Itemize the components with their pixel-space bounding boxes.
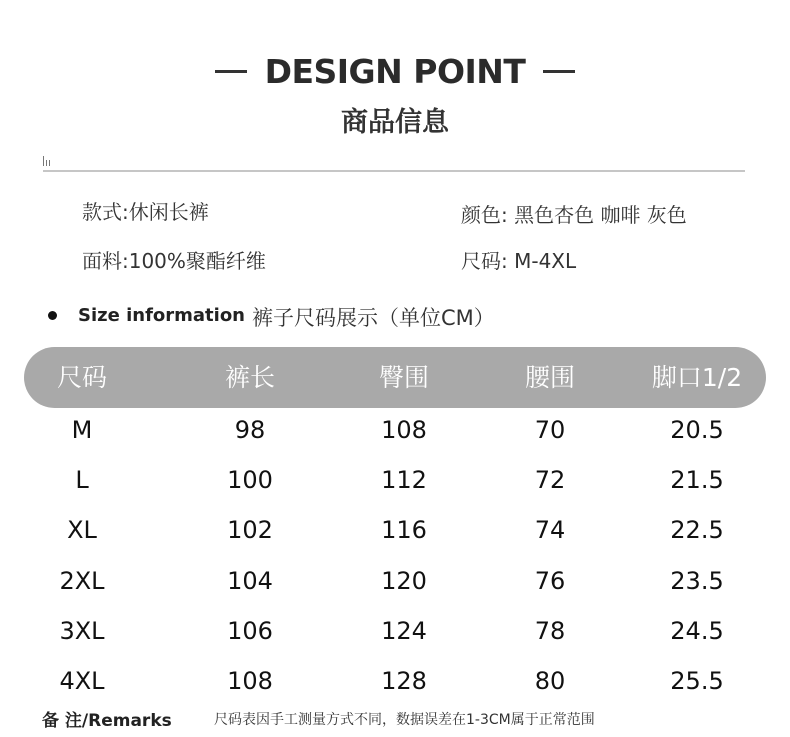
table-header-cell: 腰围 (524, 363, 576, 392)
table-cell: 72 (534, 466, 566, 494)
table-cell: 76 (534, 567, 566, 595)
table-cell: 112 (381, 466, 427, 494)
title-left-dash (215, 70, 247, 73)
table-header-cell: 裤长 (224, 363, 276, 392)
bullet-icon (48, 311, 57, 320)
table-cell: 128 (381, 667, 427, 695)
table-row-size: M (71, 416, 93, 444)
ruler-mark-icon (43, 156, 50, 166)
table-cell: 108 (381, 416, 427, 444)
table-header-cell: 尺码 (56, 363, 108, 392)
table-cell: 124 (381, 617, 427, 645)
table-row-size: 4XL (59, 667, 105, 695)
title-right-dash (543, 70, 575, 73)
table-cell: 98 (234, 416, 266, 444)
table-cell: 80 (534, 667, 566, 695)
table-cell: 74 (534, 516, 566, 544)
table-cell: 21.5 (670, 466, 724, 494)
table-row-size: 2XL (59, 567, 105, 595)
table-row-size: 3XL (59, 617, 105, 645)
table-header-cell: 脚口1/2 (651, 363, 743, 392)
info-size: 尺码: M-4XL (461, 249, 577, 273)
table-row-size: L (75, 466, 89, 494)
size-info-label: Size information (78, 305, 246, 326)
table-row-size: XL (67, 516, 97, 544)
table-cell: 104 (227, 567, 273, 595)
page-title (0, 52, 790, 91)
table-cell: 70 (534, 416, 566, 444)
table-cell: 102 (227, 516, 273, 544)
info-color: 颜色: 黑色杏色 咖啡 灰色 (461, 203, 687, 227)
table-cell: 23.5 (670, 567, 724, 595)
table-cell: 106 (227, 617, 273, 645)
table-cell: 108 (227, 667, 273, 695)
table-header (24, 347, 766, 408)
info-style: 款式:休闲长裤 (82, 200, 209, 224)
table-cell: 20.5 (670, 416, 724, 444)
table-cell: 120 (381, 567, 427, 595)
table-header-cell: 臀围 (378, 363, 430, 392)
table-cell: 24.5 (670, 617, 724, 645)
info-material: 面料:100%聚酯纤维 (82, 249, 266, 273)
table-cell: 78 (534, 617, 566, 645)
size-info-subtitle: 裤子尺码展示（单位CM） (252, 306, 495, 330)
table-cell: 100 (227, 466, 273, 494)
section-divider (43, 170, 745, 172)
page-subtitle: 商品信息 (341, 107, 449, 138)
table-cell: 25.5 (670, 667, 724, 695)
title-text: DESIGN POINT (264, 52, 526, 91)
remarks-label: 备 注/Remarks (42, 711, 172, 731)
table-cell: 116 (381, 516, 427, 544)
table-cell: 22.5 (670, 516, 724, 544)
remarks-note: 尺码表因手工测量方式不同，数据误差在1-3CM属于正常范围 (214, 712, 595, 728)
